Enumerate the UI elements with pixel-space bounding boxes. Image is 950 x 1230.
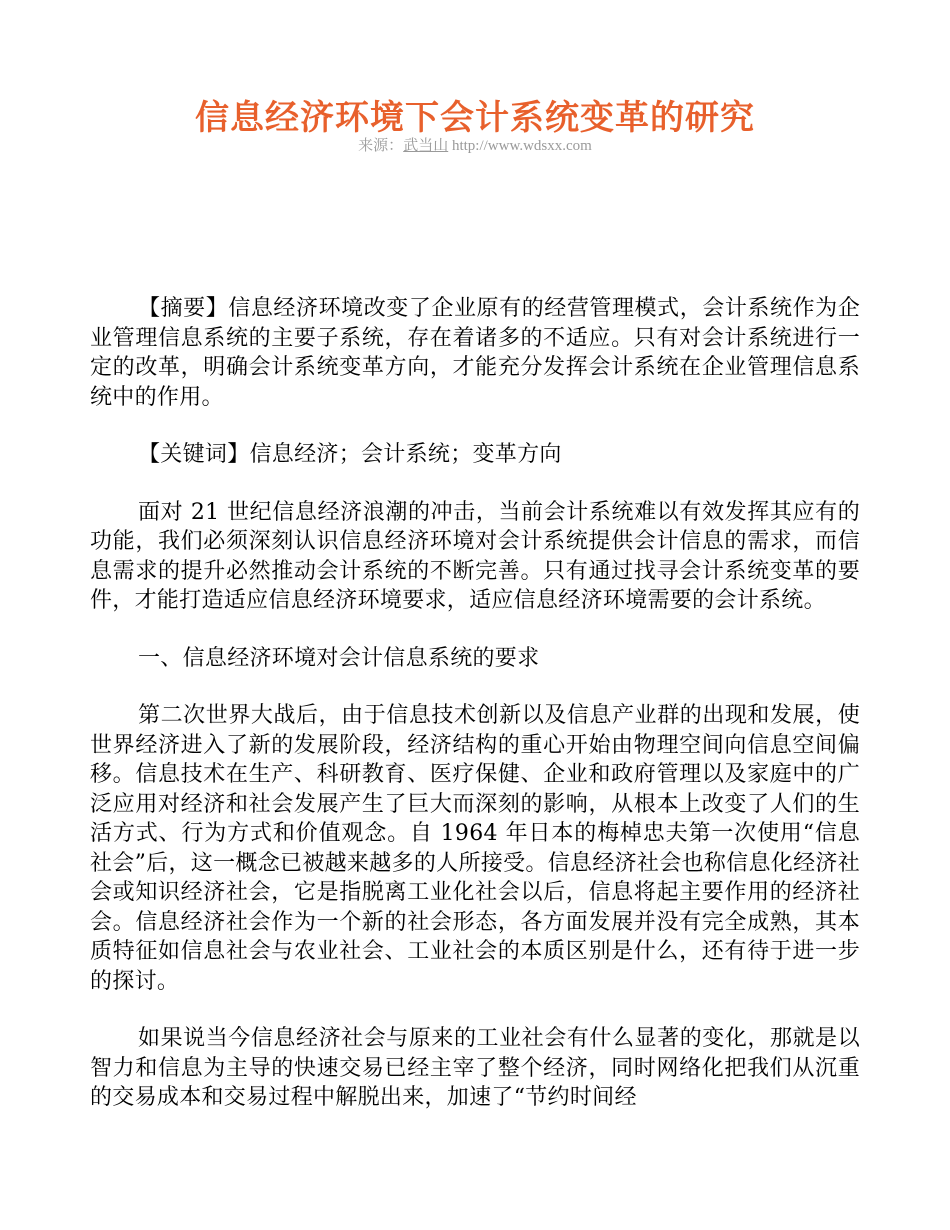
document-body <box>90 294 860 1141</box>
body-paragraph: 如果说当今信息经济社会与原来的工业社会有什么显著的变化，那就是以智力和信息为主导的快速交易已经主宰了整个经济，同时网络化把我们从沉重的交易成本和交易过程中解脱出来，加速了“节约时间经 <box>90 1026 860 1110</box>
source-line <box>0 134 950 155</box>
document-title: 信息经济环境下会计系统变革的研究 <box>195 98 755 138</box>
abstract-paragraph: 【摘要】信息经济环境改变了企业原有的经营管理模式，会计系统作为企业管理信息系统的主要子系统，存在着诸多的不适应。只有对会计系统进行一定的改革，明确会计系统变革方向，才能充分发挥会计系统在企业管理信息系统中的作用。 <box>90 296 860 410</box>
section-heading: 一、信息经济环境对会计信息系统的要求 <box>138 645 540 671</box>
keywords-paragraph: 【关键词】信息经济；会计系统；变革方向 <box>138 442 562 467</box>
source-label: 来源： <box>358 138 404 154</box>
body-paragraph: 第二次世界大战后，由于信息技术创新以及信息产业群的出现和发展，使世界经济进入了新的发展阶段，经济结构的重心开始由物理空间向信息空间偏移。信息技术在生产、科研教育、医疗保健、企业和政府管理以及家庭中的广泛应用对经济和社会发展产生了巨大而深刻的影响，从根本上改变了人们的生活方式、行为方式和价值观念。自 1964 年日本的梅棹忠夫第一次使用“信息社会”后，这一概念已被越来越多的人所接受。信息经济社会也称信息化经济社会或知识经济社会，它是指脱离工业化社会以后，信息将起主要作用的经济社会。信息经济社会作为一个新的社会形态，各方面发展并没有完全成熟，其本质特征如信息社会与农业社会、工业社会的本质区别是什么，还有待于进一步的探讨。 <box>90 703 860 994</box>
intro-paragraph: 面对 21 世纪信息经济浪潮的冲击，当前会计系统难以有效发挥其应有的功能，我们必须深刻认识信息经济环境对会计系统提供会计信息的需求，而信息需求的提升必然推动会计系统的不断完善。只有通过找寻会计系统变革的要件，才能打造适应信息经济环境要求，适应信息经济环境需要的会计系统。 <box>90 499 860 613</box>
source-url: http://www.wdsxx.com <box>451 138 592 154</box>
source-site-link[interactable]: 武当山 <box>403 138 449 154</box>
